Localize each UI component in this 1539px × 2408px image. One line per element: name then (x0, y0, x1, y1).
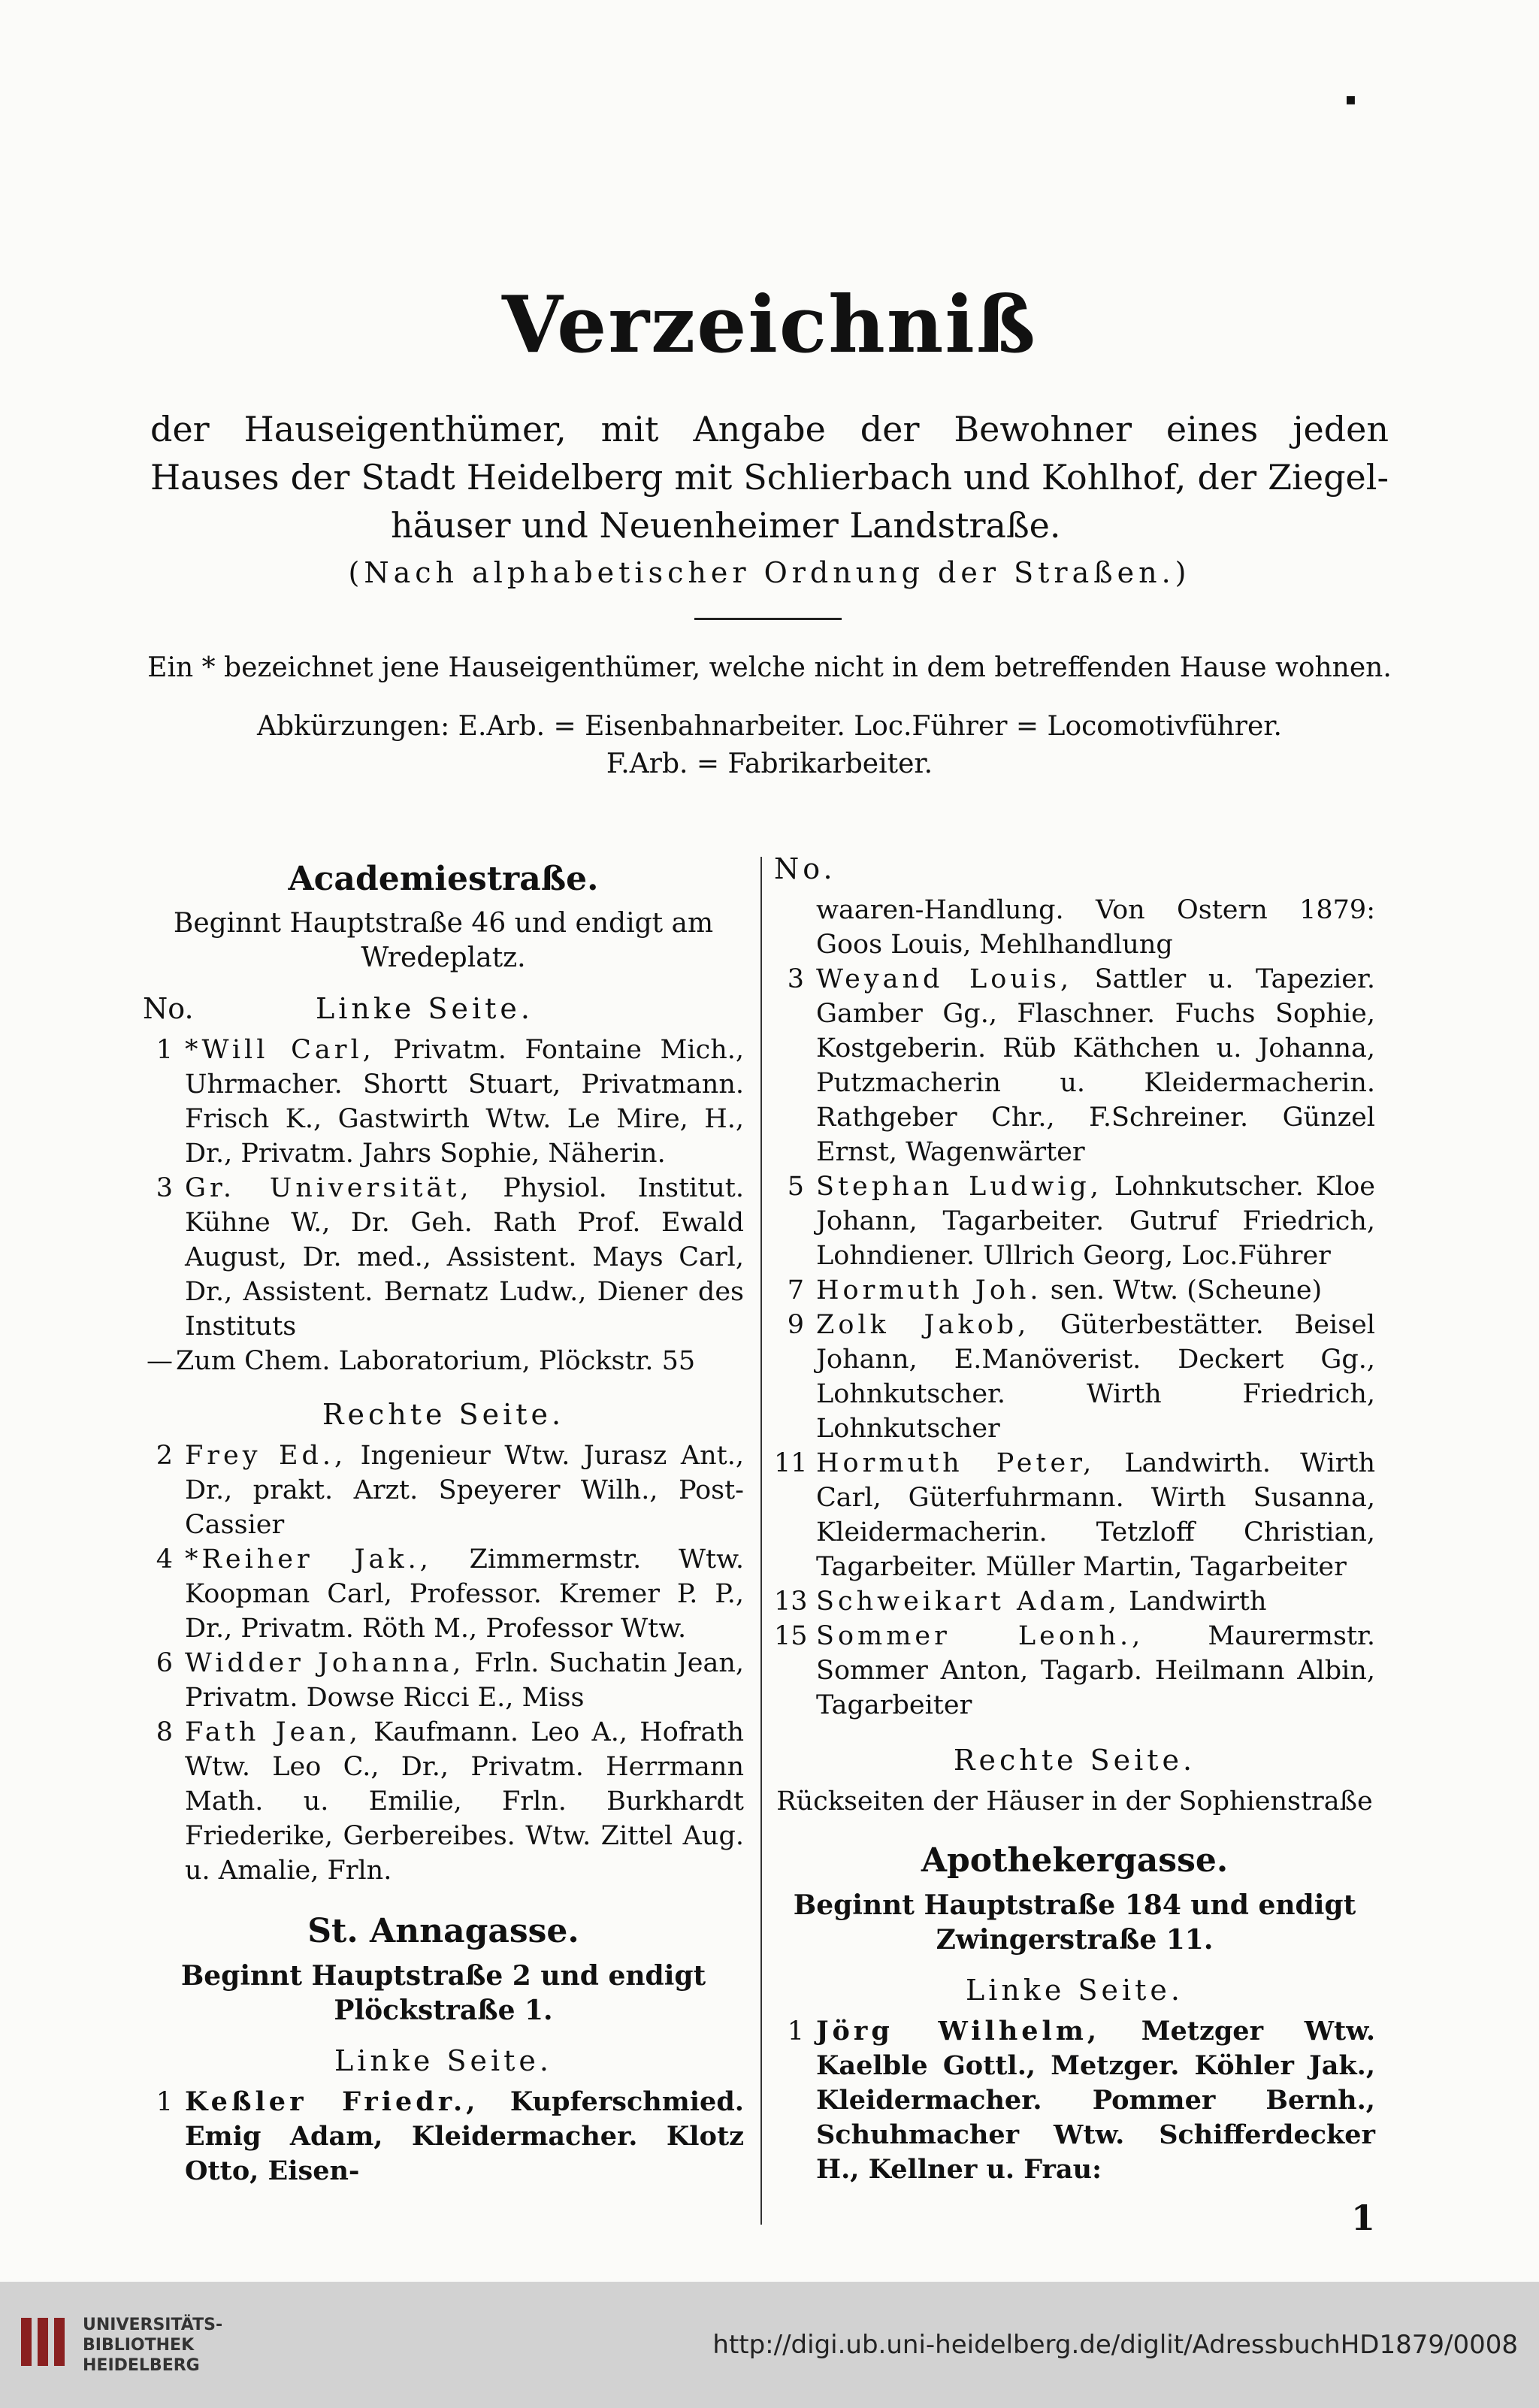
star-note: Ein * bezeichnet jene Hauseigenthümer, welche nicht in dem betreffenden Hause wohnen. (147, 652, 1392, 683)
owner-name: Zolk Jakob, (816, 1310, 1030, 1340)
list-item (774, 1308, 1375, 1446)
library-name-line-3: HEIDELBERG (83, 2356, 200, 2375)
house-number: 3 (156, 1173, 173, 1203)
side-heading-right: Rechte Seite. (322, 1398, 565, 1431)
list-item (143, 1646, 744, 1715)
list-item (143, 1438, 744, 1542)
list-item (774, 1273, 1375, 1308)
residents-text: Physiol. Institut. Kühne W., Dr. Geh. Rath Prof. Ewald August, Dr. med., Assistent. Mays Carl, Dr., Assistent. Bernatz Ludw., Diener des Instituts (185, 1173, 744, 1342)
right-side-note: Rückseiten der Häuser in der Sophienstraße (776, 1786, 1373, 1817)
owner-name: Stephan Ludwig, (816, 1172, 1102, 1202)
street-heading-annagasse: St. Annagasse. (307, 1912, 579, 1950)
order-note: (Nach alphabetischer Ordnung der Straßen.) (348, 556, 1191, 589)
left-column (143, 849, 744, 2189)
residents-text: Maurermstr. Sommer Anton, Tagarb. Heilmann Albin, Tagarbeiter (816, 1621, 1375, 1720)
residents-text: Güterbestätter. Beisel Johann, E.Manöverist. Deckert Gg., Lohnkutscher. Wirth Friedrich, Lohnkutscher (816, 1310, 1375, 1444)
library-name (83, 2315, 222, 2376)
residents-text: Landwirth. Wirth Carl, Güterfuhrmann. Wirth Susanna, Kleidermacherin. Tetzloff Christian, Tagarbeiter. Müller Martin, Tagarbeiter (816, 1448, 1375, 1582)
owner-name: *Reiher Jak., (185, 1544, 432, 1575)
list-item (774, 1169, 1375, 1273)
house-number: 4 (156, 1544, 173, 1575)
abbreviations-line-2: F.Arb. = Fabrikarbeiter. (606, 749, 933, 779)
subtitle-line-3: häuser und Neuenheimer Landstraße. (391, 505, 1061, 546)
owner-name: Hormuth Peter, (816, 1448, 1096, 1478)
house-number: 9 (787, 1310, 804, 1340)
residents-text: Zum Chem. Laboratorium, Plöckstr. 55 (176, 1346, 696, 1376)
number-label: No. (774, 852, 836, 885)
speck-mark: ▪ (1345, 90, 1356, 109)
residents-text: Privatm. Fontaine Mich., Uhrmacher. Shortt Stuart, Privatmann. Frisch K., Gastwirth Wtw. Le Mire, H., Dr., Privatm. Jahrs Sophie, Näherin. (185, 1035, 744, 1169)
house-number: 5 (787, 1172, 804, 1202)
house-number: 1 (156, 2087, 173, 2117)
list-item (774, 962, 1375, 1169)
source-url-link[interactable]: http://digi.ub.uni-heidelberg.de/diglit/AdressbuchHD1879/0008 (712, 2330, 1518, 2360)
house-number: 11 (774, 1448, 808, 1478)
footer-bar (0, 2282, 1539, 2408)
owner-name: Frey Ed., (185, 1441, 347, 1471)
list-item (143, 1715, 744, 1888)
house-number: 15 (774, 1621, 808, 1651)
divider (694, 618, 842, 620)
list-item (143, 1171, 744, 1344)
residents-text: Frln. Suchatin Jean, Privatm. Dowse Ricci E., Miss (185, 1648, 744, 1713)
side-heading-left: Linke Seite. (334, 2044, 552, 2077)
residents-text: Landwirth (1120, 1587, 1267, 1617)
house-number: 1 (787, 2016, 804, 2046)
house-number: 7 (787, 1275, 804, 1305)
residents-text: Metzger Wtw. Kaelble Gottl., Metzger. Köhler Jak., Kleidermacher. Pommer Bernh., Schuhmacher Wtw. Schifferdecker H., Kellner u. Frau: (816, 2016, 1376, 2185)
owner-name: Keßler Friedr., (185, 2086, 479, 2117)
house-number: 8 (156, 1717, 173, 1747)
house-number: 1 (156, 1035, 173, 1065)
owner-name: Schweikart Adam, (816, 1587, 1120, 1617)
subtitle-line-1: der Hauseigenthümer, mit Angabe der Bewohner eines jeden (150, 409, 1389, 449)
page-title: Verzeichniß (502, 278, 1037, 371)
owner-name: *Will Carl, (185, 1035, 375, 1065)
subtitle-line-2: Hauses der Stadt Heidelberg mit Schlierbach und Kohlhof, der Ziegel- (150, 457, 1389, 498)
side-heading-right: Rechte Seite. (953, 1744, 1196, 1777)
list-item (774, 1584, 1375, 1619)
side-heading-left: Linke Seite. (316, 992, 534, 1025)
residents-text: Kupferschmied. Emig Adam, Kleidermacher. Klotz Otto, Eisen- (185, 2086, 744, 2186)
library-name-line-1: UNIVERSITÄTS- (83, 2316, 223, 2334)
right-column (774, 849, 1375, 2238)
owner-name: Fath Jean, (185, 1717, 361, 1747)
owner-name: Hormuth Joh. (816, 1275, 1042, 1305)
street-begin-note: Beginnt Hauptstraße 184 und endigt Zwingerstraße 11. (793, 1889, 1356, 1956)
side-heading-row (143, 989, 744, 1028)
street-begin-note: Beginnt Hauptstraße 46 und endigt am Wredeplatz. (173, 908, 714, 973)
number-label: No. (143, 992, 194, 1025)
owner-name: Weyand Louis, (816, 964, 1073, 994)
list-item (143, 1542, 744, 1646)
owner-name: Sommer Leonh., (816, 1621, 1144, 1651)
side-heading-left: Linke Seite. (966, 1974, 1184, 2007)
house-number: 6 (156, 1648, 173, 1678)
university-library-logo-icon (17, 2312, 69, 2372)
column-divider (760, 857, 762, 2225)
street-heading-academiestrasse: Academiestraße. (288, 860, 599, 898)
list-item (774, 1619, 1375, 1723)
dash-marker: — (147, 1346, 173, 1376)
owner-name: Gr. Universität, (185, 1173, 473, 1203)
list-item (143, 1033, 744, 1171)
residents-text: Lohnkutscher. Kloe Johann, Tagarbeiter. Gutruf Friedrich, Lohndiener. Ullrich Georg, Loc.Führer (816, 1172, 1376, 1271)
list-item (774, 2014, 1375, 2187)
house-number: 3 (787, 964, 804, 994)
owner-name: Widder Johanna, (185, 1648, 465, 1678)
street-begin-note: Beginnt Hauptstraße 2 und endigt Plöckstraße 1. (180, 1960, 706, 2026)
owner-name: Jörg Wilhelm, (816, 2016, 1101, 2046)
page-number: 1 (1350, 2198, 1375, 2238)
house-number: 2 (156, 1441, 173, 1471)
residents-text: Kaufmann. Leo A., Hofrath Wtw. Leo C., Dr., Privatm. Herrmann Math. u. Emilie, Frln. Burkhardt Friederike, Gerbereibes. Wtw. Zittel Aug. u. Amalie, Frln. (185, 1717, 744, 1886)
abbreviations-line-1: Abkürzungen: E.Arb. = Eisenbahnarbeiter. Loc.Führer = Locomotivführer. (256, 711, 1282, 742)
list-item (143, 1344, 744, 1378)
residents-text: Sattler u. Tapezier. Gamber Gg., Flaschner. Fuchs Sophie, Kostgeberin. Rüb Käthchen u. Johanna, Putzmacherin u. Kleidermacherin. Rathgeber Chr., F.Schreiner. Günzel Ernst, Wagenwärter (816, 964, 1375, 1167)
street-heading-apothekergasse: Apothekergasse. (921, 1841, 1229, 1880)
residents-text: sen. Wtw. (Scheune) (1042, 1275, 1323, 1305)
residents-text: Zimmermstr. Wtw. Koopman Carl, Professor. Kremer P. P., Dr., Privatm. Röth M., Professor Wtw. (185, 1544, 744, 1644)
residents-text: Ingenieur Wtw. Jurasz Ant., Dr., prakt. Arzt. Speyerer Wilh., Post-Cassier (185, 1441, 744, 1540)
library-name-line-2: BIBLIOTHEK (83, 2336, 195, 2355)
continuation-text: waaren-Handlung. Von Ostern 1879: Goos Louis, Mehlhandlung (816, 895, 1375, 960)
list-item (143, 2085, 744, 2189)
list-item (774, 1446, 1375, 1584)
house-number: 13 (774, 1587, 808, 1617)
